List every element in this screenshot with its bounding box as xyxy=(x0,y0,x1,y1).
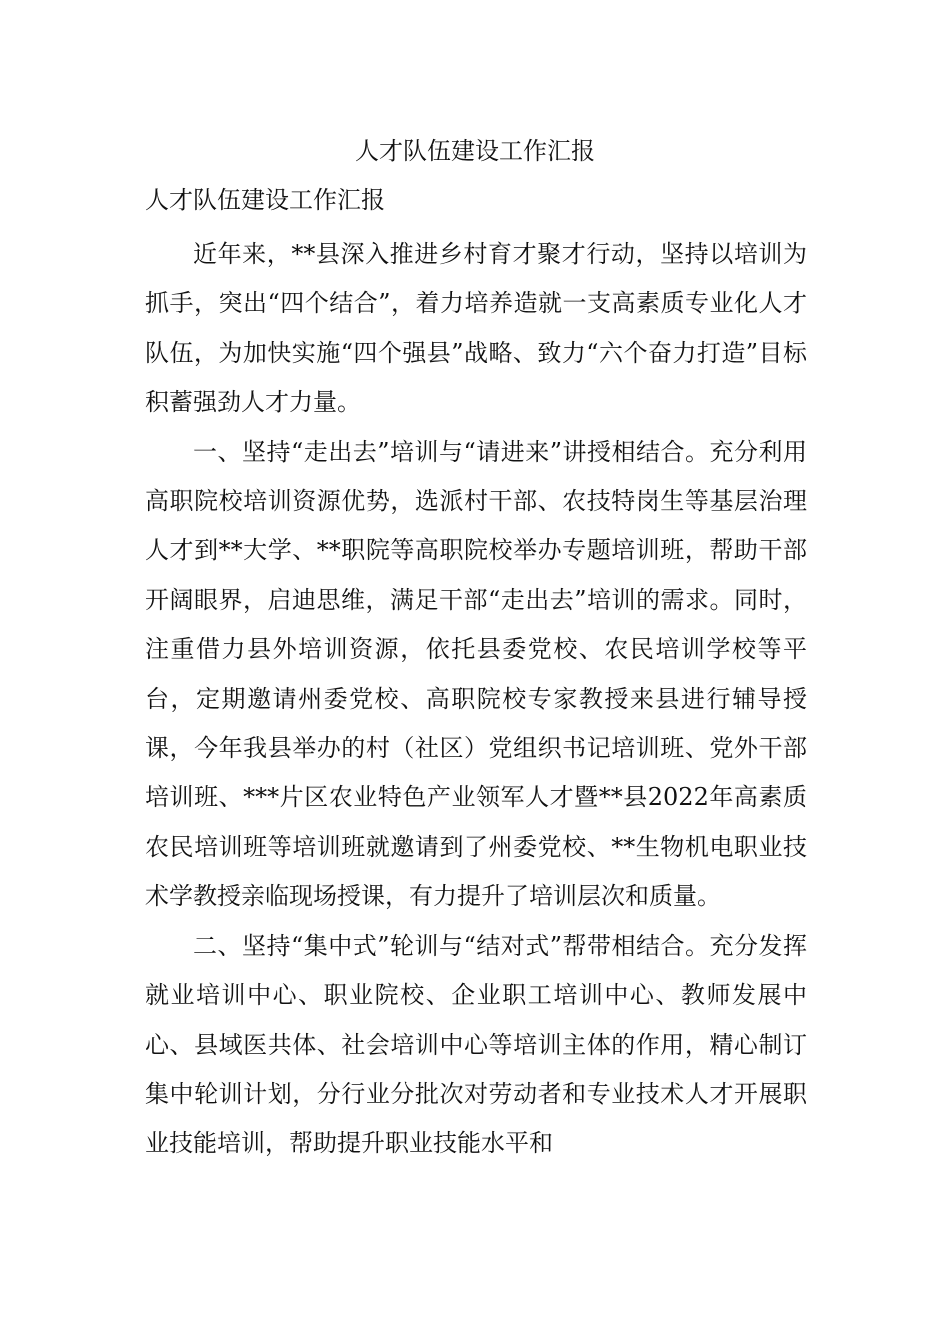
document-body xyxy=(145,230,807,1169)
paragraph-section-1: 一、坚持“走出去”培训与“请进来”讲授相结合。充分利用高职院校培训资源优势，选派村干部、农技特岗生等基层治理人才到**大学、**职院等高职院校举办专题培训班，帮助干部开阔眼界，启迪思维，满足干部“走出去”培训的需求。同时，注重借力县外培训资源，依托县委党校、农民培训学校等平台，定期邀请州委党校、高职院校专家教授来县进行辅导授课，今年我县举办的村（社区）党组织书记培训班、党外干部培训班、***片区农业特色产业领军人才暨**县2022年高素质农民培训班等培训班就邀请到了州委党校、**生物机电职业技术学教授亲临现场授课，有力提升了培训层次和质量。 xyxy=(145,437,807,911)
paragraph-intro: 近年来，**县深入推进乡村育才聚才行动，坚持以培训为抓手，突出“四个结合”，着力培养造就一支高素质专业化人才队伍，为加快实施“四个强县”战略、致力“六个奋力打造”目标积蓄强劲人才力量。 xyxy=(145,240,807,417)
paragraph-section-2: 二、坚持“集中式”轮训与“结对式”帮带相结合。充分发挥就业培训中心、职业院校、企业职工培训中心、教师发展中心、县域医共体、社会培训中心等培训主体的作用，精心制订集中轮训计划，分行业分批次对劳动者和专业技术人才开展职业技能培训，帮助提升职业技能水平和 xyxy=(145,931,807,1158)
document-subtitle: 人才队伍建设工作汇报 xyxy=(145,186,385,214)
document-title: 人才队伍建设工作汇报 xyxy=(355,137,595,165)
